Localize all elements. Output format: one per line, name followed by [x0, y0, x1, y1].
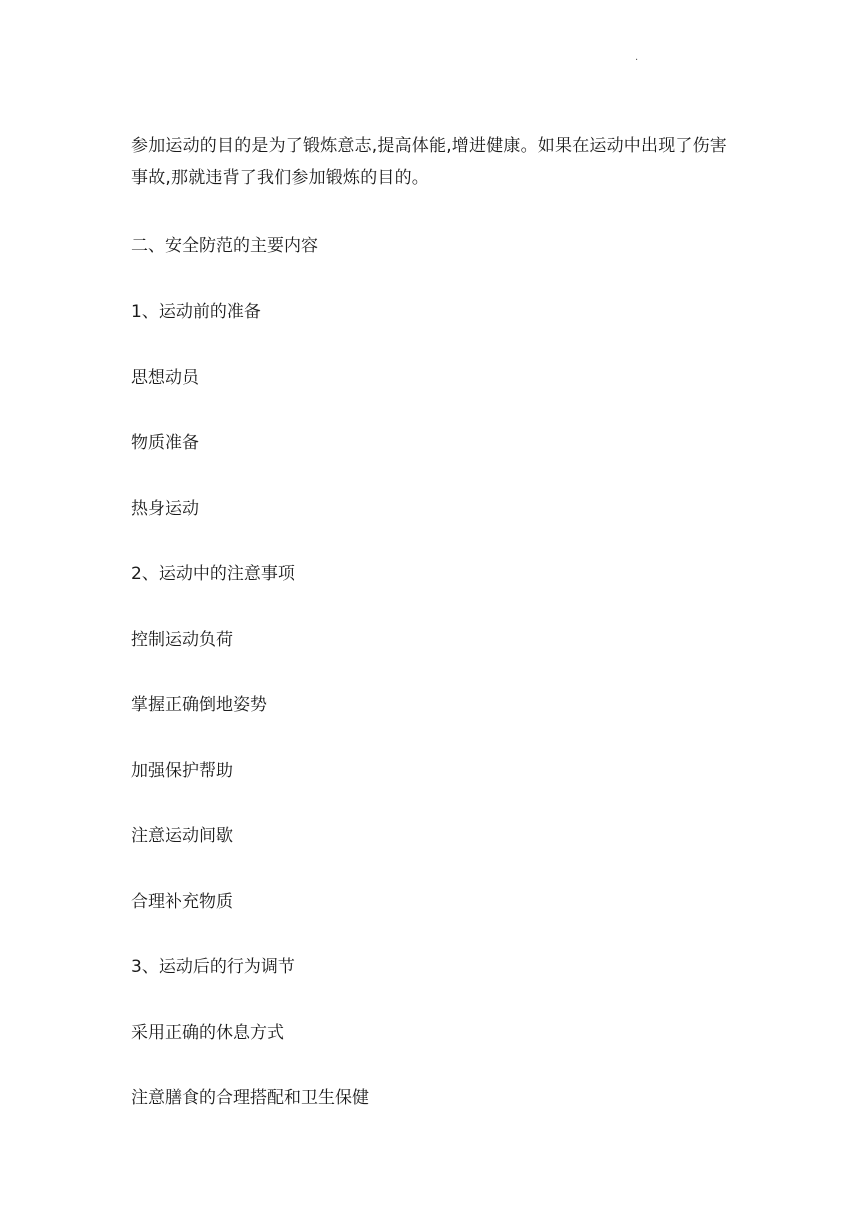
list-item: 控制运动负荷: [131, 630, 233, 650]
header-dot: ·: [635, 55, 639, 66]
intro-paragraph: 参加运动的目的是为了锻炼意志,提高体能,增进健康。如果在运动中出现了伤害事故,那就违背了我们参加锻炼的目的。: [131, 136, 728, 188]
list-item: 思想动员: [131, 368, 199, 388]
list-item: 物质准备: [131, 433, 199, 453]
list-item: 采用正确的休息方式: [131, 1023, 284, 1043]
list-item: 掌握正确倒地姿势: [131, 695, 267, 715]
list-item: 加强保护帮助: [131, 761, 233, 781]
list-item: 合理补充物质: [131, 892, 233, 912]
subheading-after-exercise: 3、运动后的行为调节: [131, 957, 295, 977]
subheading-during-exercise: 2、运动中的注意事项: [131, 564, 295, 584]
list-item: 热身运动: [131, 499, 199, 519]
section-heading: 二、安全防范的主要内容: [131, 236, 318, 256]
subheading-before-exercise: 1、运动前的准备: [131, 302, 261, 322]
list-item: 注意运动间歇: [131, 826, 233, 846]
list-item: 注意膳食的合理搭配和卫生保健: [131, 1088, 369, 1108]
